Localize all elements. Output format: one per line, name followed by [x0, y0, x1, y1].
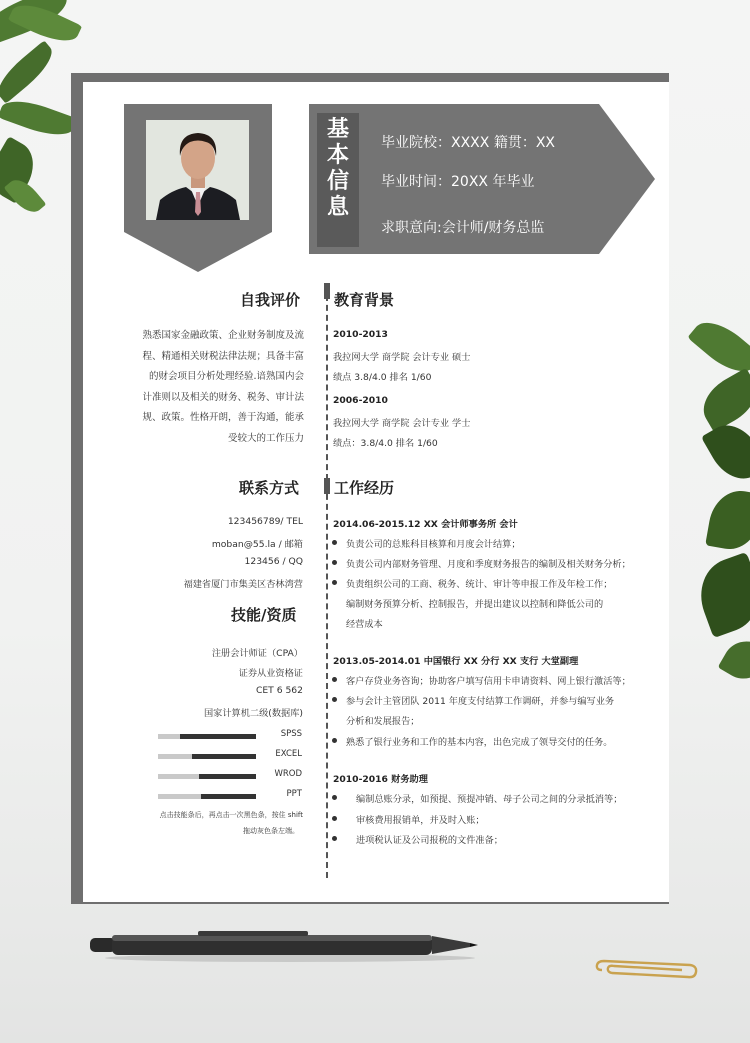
timeline-divider	[326, 285, 328, 878]
cert-item: CET 6 562	[255, 685, 303, 696]
bullet-dot	[332, 697, 337, 702]
skill-label: PPT	[286, 789, 302, 799]
basic-info-title: 基 本 信 息	[317, 113, 359, 247]
bullet-dot	[332, 677, 337, 682]
paperclip-icon	[594, 958, 700, 988]
bullet-dot	[332, 560, 337, 565]
skills-title: 技能/资质	[231, 606, 297, 624]
bullet-dot	[332, 738, 337, 743]
job-item: 负责组织公司的工商、税务、统计、审计等申报工作及年检工作；	[346, 579, 613, 590]
job-item: 负责公司的总账科目核算和月度会计结算；	[346, 539, 521, 550]
skill-bar-fill[interactable]	[158, 774, 199, 779]
bullet-dot	[332, 816, 337, 821]
skill-bar-fill[interactable]	[158, 754, 192, 759]
cert-item: 国家计算机二级(数据库)	[203, 708, 303, 719]
bullet-dot	[332, 580, 337, 585]
skill-note: 点击技能条后，再点击一次黑色条，按住 shift	[159, 811, 303, 819]
cert-item: 证券从业资格证	[238, 668, 303, 679]
job-item: 进项税认证及公司报税的文件准备；	[356, 835, 503, 846]
skill-bar-excel[interactable]	[158, 754, 256, 759]
skill-note: 拖动灰色条左端。	[243, 827, 299, 835]
contact-tel: 123456789/ TEL	[227, 516, 303, 527]
profile-photo	[146, 120, 249, 220]
job-item: 熟悉了银行业务和工作的基本内容，出色完成了领导交付的任务。	[346, 737, 613, 748]
job-item: 审核费用报销单，并及时入账；	[356, 815, 485, 826]
skill-bar-ppt[interactable]	[158, 794, 256, 799]
job-item: 分析和发展报告；	[346, 716, 420, 727]
job-item: 负责公司内部财务管理、月度和季度财务报告的编制及相关财务分析；	[346, 559, 631, 570]
job-item: 编制财务预算分析、控制报告，并提出建议以控制和降低公司的	[346, 599, 604, 610]
bullet-dot	[332, 795, 337, 800]
education-title: 教育背景	[334, 291, 395, 309]
skill-bar-fill[interactable]	[158, 734, 180, 739]
skill-label: EXCEL	[275, 749, 302, 759]
school-line: 毕业院校：XXXX 籍贯：XX	[381, 135, 555, 151]
job-heading: 2010-2016 财务助理	[333, 774, 428, 785]
contact-email: moban@55.la / 邮箱	[211, 539, 303, 550]
graduation-line: 毕业时间：20XX 年毕业	[381, 174, 535, 190]
job-heading: 2013.05-2014.01 中国银行 XX 分行 XX 支行 大堂副理	[333, 656, 579, 667]
skill-bar-wrod[interactable]	[158, 774, 256, 779]
bullet-dot	[332, 540, 337, 545]
edu-detail: 我拉网大学 商学院 会计专业 硕士	[333, 352, 471, 363]
skill-bar-fill[interactable]	[158, 794, 201, 799]
contact-qq: 123456 / QQ	[244, 556, 303, 567]
contact-address: 福建省厦门市集美区杏林湾营	[183, 579, 303, 590]
edu-period: 2006-2010	[333, 395, 388, 406]
edu-detail: 我拉网大学 商学院 会计专业 学士	[333, 418, 471, 429]
contact-title: 联系方式	[239, 479, 300, 497]
edu-score: 绩点：3.8/4.0 排名 1/60	[333, 438, 438, 449]
divider-tick	[324, 478, 330, 494]
edu-score: 绩点 3.8/4.0 排名 1/60	[333, 372, 432, 383]
job-intent-line: 求职意向:会计师/财务总监	[381, 220, 545, 236]
self-eval-text: 熟悉国家金融政策、企业财务制度及流 程、精通相关财税法律法规；具备丰富 的财会项目分析处理经验.谙熟国内会 计准则以及相关的财务、税务、审计法 规、政策。性格开朗，善于沟通，能承 受较大的工作压力	[142, 330, 304, 444]
skill-label: WROD	[274, 769, 302, 779]
divider-tick	[324, 283, 330, 299]
bullet-dot	[332, 836, 337, 841]
skill-bar-spss[interactable]	[158, 734, 256, 739]
skill-label: SPSS	[280, 729, 302, 739]
edu-period: 2010-2013	[333, 329, 388, 340]
job-heading: 2014.06-2015.12 XX 会计师事务所 会计	[333, 519, 518, 530]
pen-illustration	[90, 928, 480, 968]
work-title: 工作经历	[334, 479, 395, 497]
cert-item: 注册会计师证（CPA）	[211, 648, 303, 659]
self-eval-title: 自我评价	[240, 291, 301, 309]
job-item: 客户存贷业务咨询；协助客户填写信用卡申请资料、网上银行激活等；	[346, 676, 631, 687]
job-item: 经营成本	[346, 619, 383, 630]
job-item: 参与会计主管团队 2011 年度支付结算工作调研，并参与编写业务	[346, 696, 615, 707]
job-item: 编制总账分录，如预提、预提冲销、母子公司之间的分录抵消等；	[356, 794, 623, 805]
